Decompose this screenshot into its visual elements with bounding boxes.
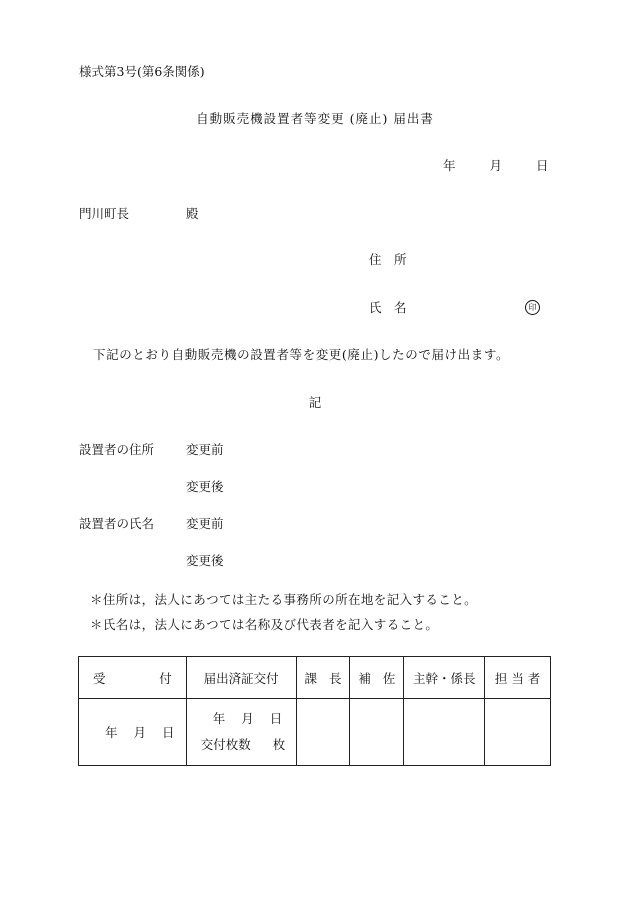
ki-heading: 記 [308,395,322,410]
office-table-data-row [79,699,551,766]
office-use-table [78,656,551,766]
header-reception-char-1: 受 [93,670,106,686]
header-reception [79,657,187,699]
header-assistant-char-1: 補 [358,670,371,686]
note-address: ＊住所は，法人にあつては主たる事務所の所在地を記入すること。 [90,592,478,607]
header-reception-char-2: 付 [159,670,172,686]
installer-address-label: 設置者の住所 [79,442,155,457]
submission-date [443,160,549,173]
name-after-label: 変更後 [186,553,224,568]
reception-month: 月 [133,725,147,740]
seal-mark: 印 [525,300,540,315]
header-assistant [350,657,404,699]
addressee-name: 門川町長 [79,206,130,221]
addressee-honorific: 殿 [186,206,199,221]
installer-name-label: 設置者の氏名 [79,516,155,531]
header-section-chief-char-1: 課 [304,670,318,686]
header-chief: 主幹・係長 [404,657,485,699]
reception-year: 年 [105,725,118,740]
issued-count-label: 交付枚数 [200,737,251,752]
issued-count-unit: 枚 [272,737,286,752]
form-number: 様式第3号(第6条関係) [79,64,205,79]
issuance-day: 日 [269,710,283,726]
applicant-address-label: 住 所 [369,252,407,267]
header-staff: 担 当 者 [485,657,551,699]
header-section-chief [296,657,350,699]
date-year: 年 [443,158,456,173]
document-title: 自動販売機設置者等変更 (廃止) 届出書 [196,111,434,126]
addressee [79,206,199,221]
address-after-label: 変更後 [186,479,224,494]
section-chief-stamp-cell [296,699,350,766]
header-section-chief-char-2: 長 [328,670,342,686]
body-text: 下記のとおり自動販売機の設置者等を変更(廃止)したので届け出ます。 [93,347,510,362]
reception-day: 日 [162,725,175,740]
date-month: 月 [489,158,503,173]
header-issuance: 届出済証交付 [186,657,296,699]
office-table-header-row [79,657,551,699]
issuance-cell [186,699,296,766]
staff-stamp-cell [485,699,551,766]
applicant-name-label: 氏 名 [369,300,407,315]
note-name: ＊氏名は，法人にあつては名称及び代表者を記入すること。 [90,617,439,632]
header-assistant-char-2: 佐 [382,670,396,686]
name-before-label: 変更前 [186,516,224,531]
chief-stamp-cell [404,699,485,766]
issuance-month: 月 [241,710,254,726]
reception-date-cell [79,699,187,766]
assistant-stamp-cell [350,699,404,766]
date-day: 日 [536,158,549,173]
issuance-year: 年 [212,710,226,726]
address-before-label: 変更前 [186,442,224,457]
